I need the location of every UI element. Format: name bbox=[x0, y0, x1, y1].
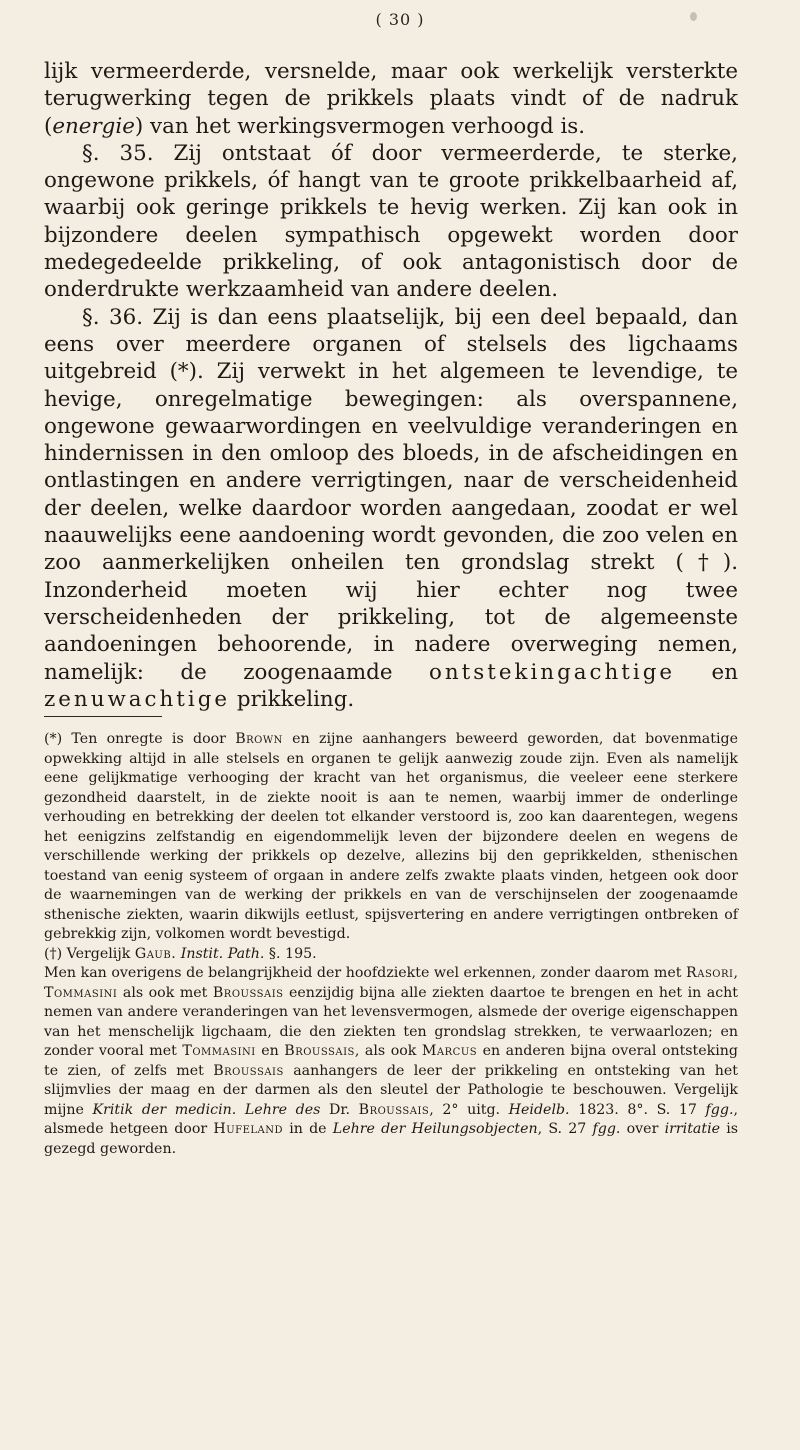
paragraph-1: lijk vermeerderde, versnelde, maar ook werkelijk versterkte terugwerking tegen de prikkels plaats vindt of de nadruk (energie) van het werkingsvermogen verhoogd is. bbox=[44, 59, 738, 139]
term-zenuwachtige: zenuwachtige bbox=[44, 686, 231, 712]
footnote-dagger: (†) Vergelijk Gaub. Instit. Path. §. 195. bbox=[44, 945, 317, 962]
footnotes bbox=[44, 730, 738, 1159]
footnote-dagger-continued: Men kan overigens de belangrijkheid der hoofdziekte wel erkennen, zonder daarom met Rasori, Tommasini als ook met Broussais eenzijdig bijna alle ziekten daartoe te brengen en het in acht nemen van andere veranderingen van het levensvermogen, alsmede der overige eigenschappen van het menschelijk ligchaam, die den ziekten ten grondslag strekken, te verwaarlozen; en zonder vooral met Tommasini en Broussais, als ook Marcus en anderen bijna overal ontsteking te zien, of zelfs met Broussais aanhangers de leer der prikkeling en ontsteking van het slijmvlies der maag en der darmen als den sleutel der Pathologie te beschouwen. Vergelijk mijne Kritik der medicin. Lehre des Dr. Broussais, 2° uitg. Heidelb. 1823. 8°. S. 17 fgg., alsmede hetgeen door Hufeland in de Lehre der Heilungsobjecten, S. 27 fgg. over irritatie is gezegd geworden. bbox=[44, 965, 739, 1157]
ink-spot bbox=[690, 12, 697, 21]
term-ontstekingachtige: ontstekingachtige bbox=[429, 659, 676, 685]
term-energie: energie bbox=[52, 113, 135, 139]
paragraph-35: §. 35. Zij ontstaat óf door vermeerderde, te sterke, ongewone prikkels, óf hangt van te groote prikkelbaarheid af, waarbij ook geringe prikkels te hevig werken. Zij kan ook in bijzondere deelen sympathisch opgewekt worden door medegedeelde prikkeling, of ook antagonistisch door de onderdrukte werkzaamheid van andere deelen. bbox=[44, 140, 738, 303]
footnote-asterisk: (*) Ten onregte is door Brown en zijne aanhangers beweerd geworden, dat bovenmatige opwekking altijd in alle stelsels en organen te gelijk aanwezig zoude zijn. Even als namelijk eene gelijkmatige verhooging der kracht van het organismus, die veeleer eene sterkere gezondheid daarstelt, in de ziekte nooit is aan te nemen, waarbij immer de onderlinge verhouding en betrekking der deelen tot elkander verstoord is, zoo kan daarentegen, wegens het eenigzins zelfstandig en eigendommelijk leven der bijzondere deelen en wegens de verschillende werking der prikkels op dezelve, allezins bij den geprikkelden, sthenischen toestand van eenig systeem of orgaan in andere zelfs zwakte plaats vinden, hetgeen ook door de waarnemingen van de werking der prikkels en van de verschijnselen der zoogenaamde sthenische ziekten, waarin dikwijls eetlust, spijsvertering en andere verrigtingen ontbreken of gebrekkig zijn, volkomen wordt bevestigd. bbox=[44, 731, 738, 942]
paragraph-36: §. 36. Zij is dan eens plaatselijk, bij een deel bepaald, dan eens over meerdere organen of stelsels des ligchaams uitgebreid (*). Zij verwekt in het algemeen te levendige, te hevige, onregelmatige bewegingen: als overspannene, ongewone gewaarwordingen en veelvuldige veranderingen en hindernissen in den omloop des bloeds, in de afscheidingen en ontlastingen en andere verrigtingen, naar de verscheidenheid der deelen, welke daardoor worden aangedaan, zoodat er wel naauwelijks eene aandoening wordt gevonden, die zoo velen en zoo aanmerkelijken onheilen ten grondslag strekt (†). Inzonderheid moeten wij hier echter nog twee verscheidenheden der prikkeling, tot de algemeenste aandoeningen behoorende, in nadere overweging nemen, namelijk: de zoogenaamde ontstekingachtige en zenuwachtige prikkeling. bbox=[44, 304, 738, 712]
page-number: ( 30 ) bbox=[375, 10, 425, 29]
main-text bbox=[44, 58, 738, 713]
footnote-separator bbox=[44, 716, 162, 717]
